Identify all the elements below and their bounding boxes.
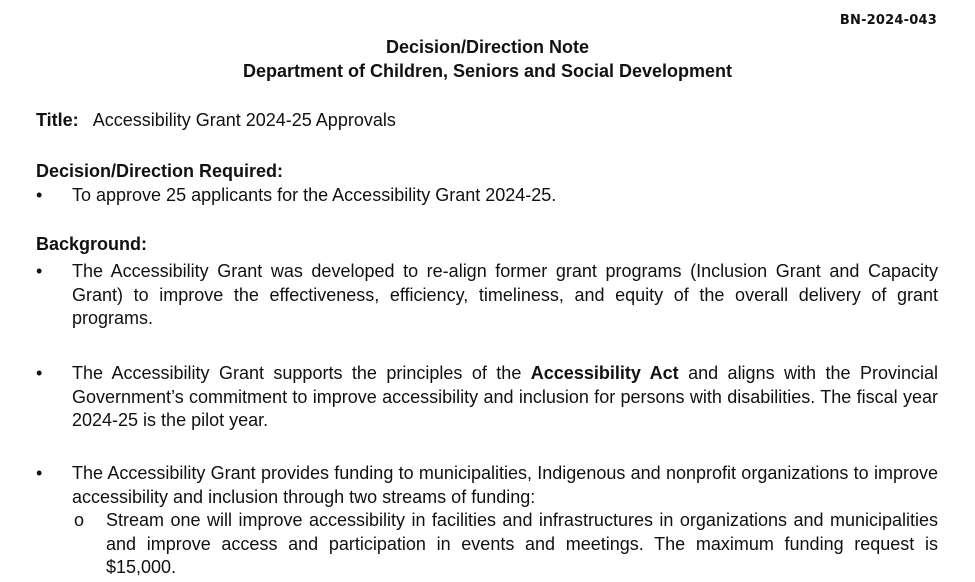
bullet-icon: •	[36, 363, 43, 383]
title-value: Accessibility Grant 2024-25 Approvals	[92, 110, 396, 130]
bullet-2-text-start: The Accessibility Grant supports the principles of the	[72, 363, 531, 383]
accessibility-act-text: Accessibility Act	[530, 363, 679, 383]
stream-one-sub-bullet	[74, 509, 938, 580]
background-heading: Background:	[36, 234, 148, 254]
bullet-icon: •	[36, 261, 43, 281]
title-row	[36, 110, 396, 131]
background-bullet-2-text	[72, 362, 938, 433]
stream-one-text: Stream one will improve accessibility in facilities and infrastructures in organizations and municipalities and improve access and participation in events and meetings. The maximum funding request is $15,000.	[106, 510, 938, 577]
decision-heading: Decision/Direction Required:	[36, 161, 284, 181]
background-bullet-1-text: The Accessibility Grant was developed to re-align former grant programs (Inclusion Grant and Capacity Grant) to improve the effectiveness, efficiency, timeliness, and equity of the overall delivery of grant programs.	[72, 261, 938, 328]
title-label: Title:	[36, 110, 79, 130]
decision-bullet	[36, 184, 938, 208]
department-heading: Department of Children, Seniors and Social Development	[242, 61, 733, 81]
bullet-icon: •	[36, 185, 43, 205]
background-bullet-3-text: The Accessibility Grant provides funding to municipalities, Indigenous and nonprofit organizations to improve accessibility and inclusion through two streams of funding:	[72, 463, 938, 507]
document-id: BN-2024-043	[839, 13, 937, 28]
bullet-2-text-end: and aligns with the Provincial Government’s commitment to improve accessibility and inclusion for persons with disabilities. The fiscal year 2024-25 is the pilot year.	[72, 363, 938, 430]
background-bullet-1	[36, 260, 938, 331]
sub-bullet-icon: o	[74, 510, 85, 530]
bullet-icon: •	[36, 463, 43, 483]
background-bullet-3	[36, 462, 938, 509]
background-bullet-2	[36, 362, 938, 433]
decision-bullet-text: To approve 25 applicants for the Accessibility Grant 2024-25.	[72, 185, 557, 205]
document-type-heading: Decision/Direction Note	[385, 37, 590, 57]
